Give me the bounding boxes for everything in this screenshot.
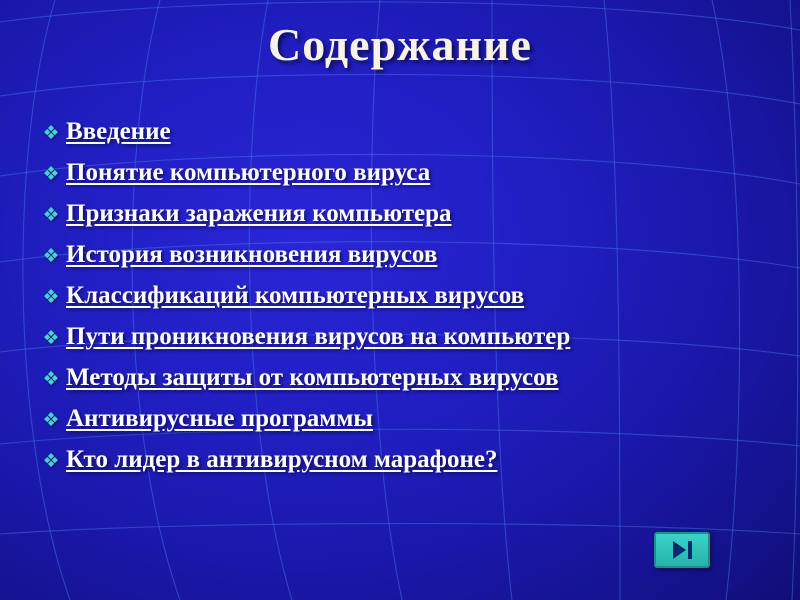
slide-title: Содержание [268, 19, 532, 70]
list-item[interactable] [36, 282, 760, 310]
list-item-label[interactable]: Кто лидер в антивирусном марафоне? [66, 446, 498, 473]
list-item[interactable] [36, 405, 760, 433]
play-to-end-icon [673, 541, 692, 559]
next-slide-button[interactable] [654, 532, 710, 568]
list-item-label[interactable]: Введение [66, 118, 171, 145]
list-item-label[interactable]: Методы защиты от компьютерных вирусов [66, 364, 559, 391]
diamond-bullet-icon: ❖ [42, 205, 60, 226]
list-item[interactable] [36, 159, 760, 187]
diamond-bullet-icon: ❖ [42, 123, 60, 144]
bar-shape [688, 541, 692, 559]
list-item-label[interactable]: Пути проникновения вирусов на компьютер [66, 323, 571, 350]
contents-list [36, 118, 760, 487]
diamond-bullet-icon: ❖ [42, 451, 60, 472]
list-item[interactable] [36, 446, 760, 474]
list-item[interactable] [36, 200, 760, 228]
list-item[interactable] [36, 241, 760, 269]
diamond-bullet-icon: ❖ [42, 328, 60, 349]
diamond-bullet-icon: ❖ [42, 369, 60, 390]
list-item[interactable] [36, 118, 760, 146]
list-item-label[interactable]: Понятие компьютерного вируса [66, 159, 431, 186]
list-item-label[interactable]: Антивирусные программы [66, 405, 373, 432]
diamond-bullet-icon: ❖ [42, 164, 60, 185]
list-item-label[interactable]: Классификаций компьютерных вирусов [66, 282, 525, 309]
list-item-label[interactable]: Признаки заражения компьютера [66, 200, 452, 227]
diamond-bullet-icon: ❖ [42, 410, 60, 431]
diamond-bullet-icon: ❖ [42, 287, 60, 308]
triangle-shape [673, 541, 686, 559]
list-item[interactable] [36, 364, 760, 392]
diamond-bullet-icon: ❖ [42, 246, 60, 267]
list-item[interactable] [36, 323, 760, 351]
list-item-label[interactable]: История возникновения вирусов [66, 241, 438, 268]
